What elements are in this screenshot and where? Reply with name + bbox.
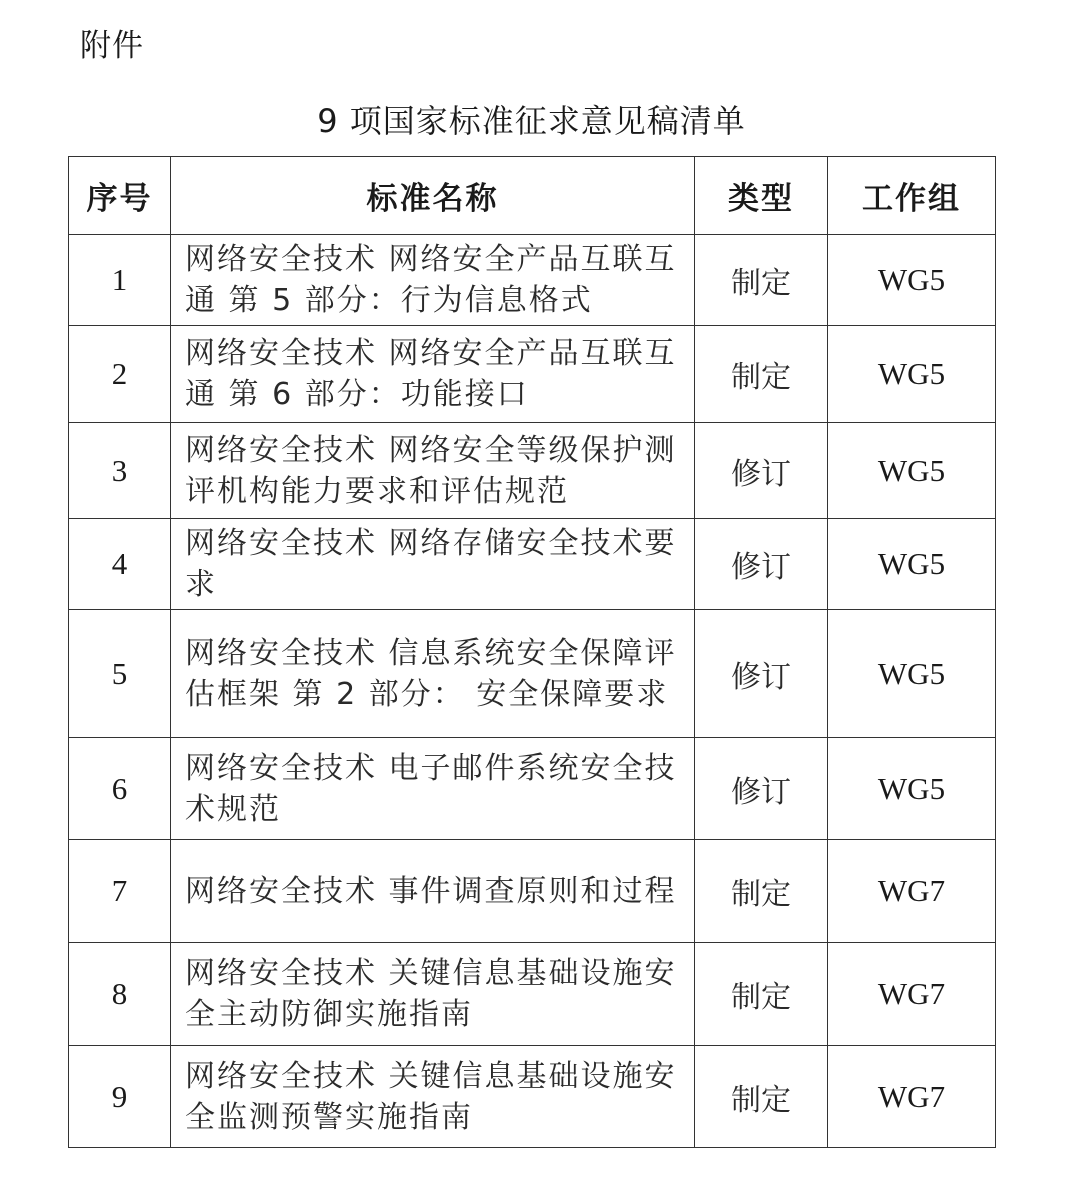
working-group: WG5	[828, 610, 996, 738]
working-group: WG7	[828, 840, 996, 943]
row-number: 7	[69, 840, 171, 943]
working-group: WG7	[828, 1046, 996, 1148]
working-group: WG7	[828, 943, 996, 1046]
table-row	[69, 738, 996, 840]
row-number: 2	[69, 326, 171, 423]
standard-type: 制定	[695, 326, 828, 423]
working-group: WG5	[828, 326, 996, 423]
standards-table	[68, 156, 996, 1148]
standard-name: 网络安全技术 关键信息基础设施安全主动防御实施指南	[171, 943, 695, 1046]
table-row	[69, 326, 996, 423]
table-row	[69, 610, 996, 738]
table-row	[69, 235, 996, 326]
standard-type: 制定	[695, 943, 828, 1046]
standard-type: 修订	[695, 519, 828, 610]
working-group: WG5	[828, 519, 996, 610]
working-group: WG5	[828, 423, 996, 519]
column-header-type: 类型	[695, 157, 828, 235]
table-row	[69, 1046, 996, 1148]
row-number: 4	[69, 519, 171, 610]
standard-name: 网络安全技术 电子邮件系统安全技术规范	[171, 738, 695, 840]
standard-name: 网络安全技术 关键信息基础设施安全监测预警实施指南	[171, 1046, 695, 1148]
document-title: 9 项国家标准征求意见稿清单	[317, 102, 746, 140]
standard-type: 修订	[695, 738, 828, 840]
table-row	[69, 840, 996, 943]
standard-type: 制定	[695, 1046, 828, 1148]
standard-name: 网络安全技术 网络存储安全技术要求	[171, 519, 695, 610]
standard-type: 修订	[695, 610, 828, 738]
row-number: 6	[69, 738, 171, 840]
standard-type: 制定	[695, 840, 828, 943]
table-row	[69, 423, 996, 519]
attachment-label: 附件	[80, 28, 144, 64]
row-number: 5	[69, 610, 171, 738]
standard-name: 网络安全技术 事件调查原则和过程	[171, 840, 695, 943]
column-header-name: 标准名称	[171, 157, 695, 235]
standard-name: 网络安全技术 网络安全产品互联互通 第 5 部分：行为信息格式	[171, 235, 695, 326]
row-number: 9	[69, 1046, 171, 1148]
row-number: 3	[69, 423, 171, 519]
standard-type: 制定	[695, 235, 828, 326]
working-group: WG5	[828, 235, 996, 326]
row-number: 8	[69, 943, 171, 1046]
standard-name: 网络安全技术 网络安全等级保护测评机构能力要求和评估规范	[171, 423, 695, 519]
table-row	[69, 943, 996, 1046]
standard-type: 修订	[695, 423, 828, 519]
working-group: WG5	[828, 738, 996, 840]
standard-name: 网络安全技术 信息系统安全保障评估框架 第 2 部分： 安全保障要求	[171, 610, 695, 738]
standard-name: 网络安全技术 网络安全产品互联互通 第 6 部分：功能接口	[171, 326, 695, 423]
column-header-number: 序号	[69, 157, 171, 235]
table-row	[69, 519, 996, 610]
column-header-group: 工作组	[828, 157, 996, 235]
row-number: 1	[69, 235, 171, 326]
table-header-row	[69, 157, 996, 235]
